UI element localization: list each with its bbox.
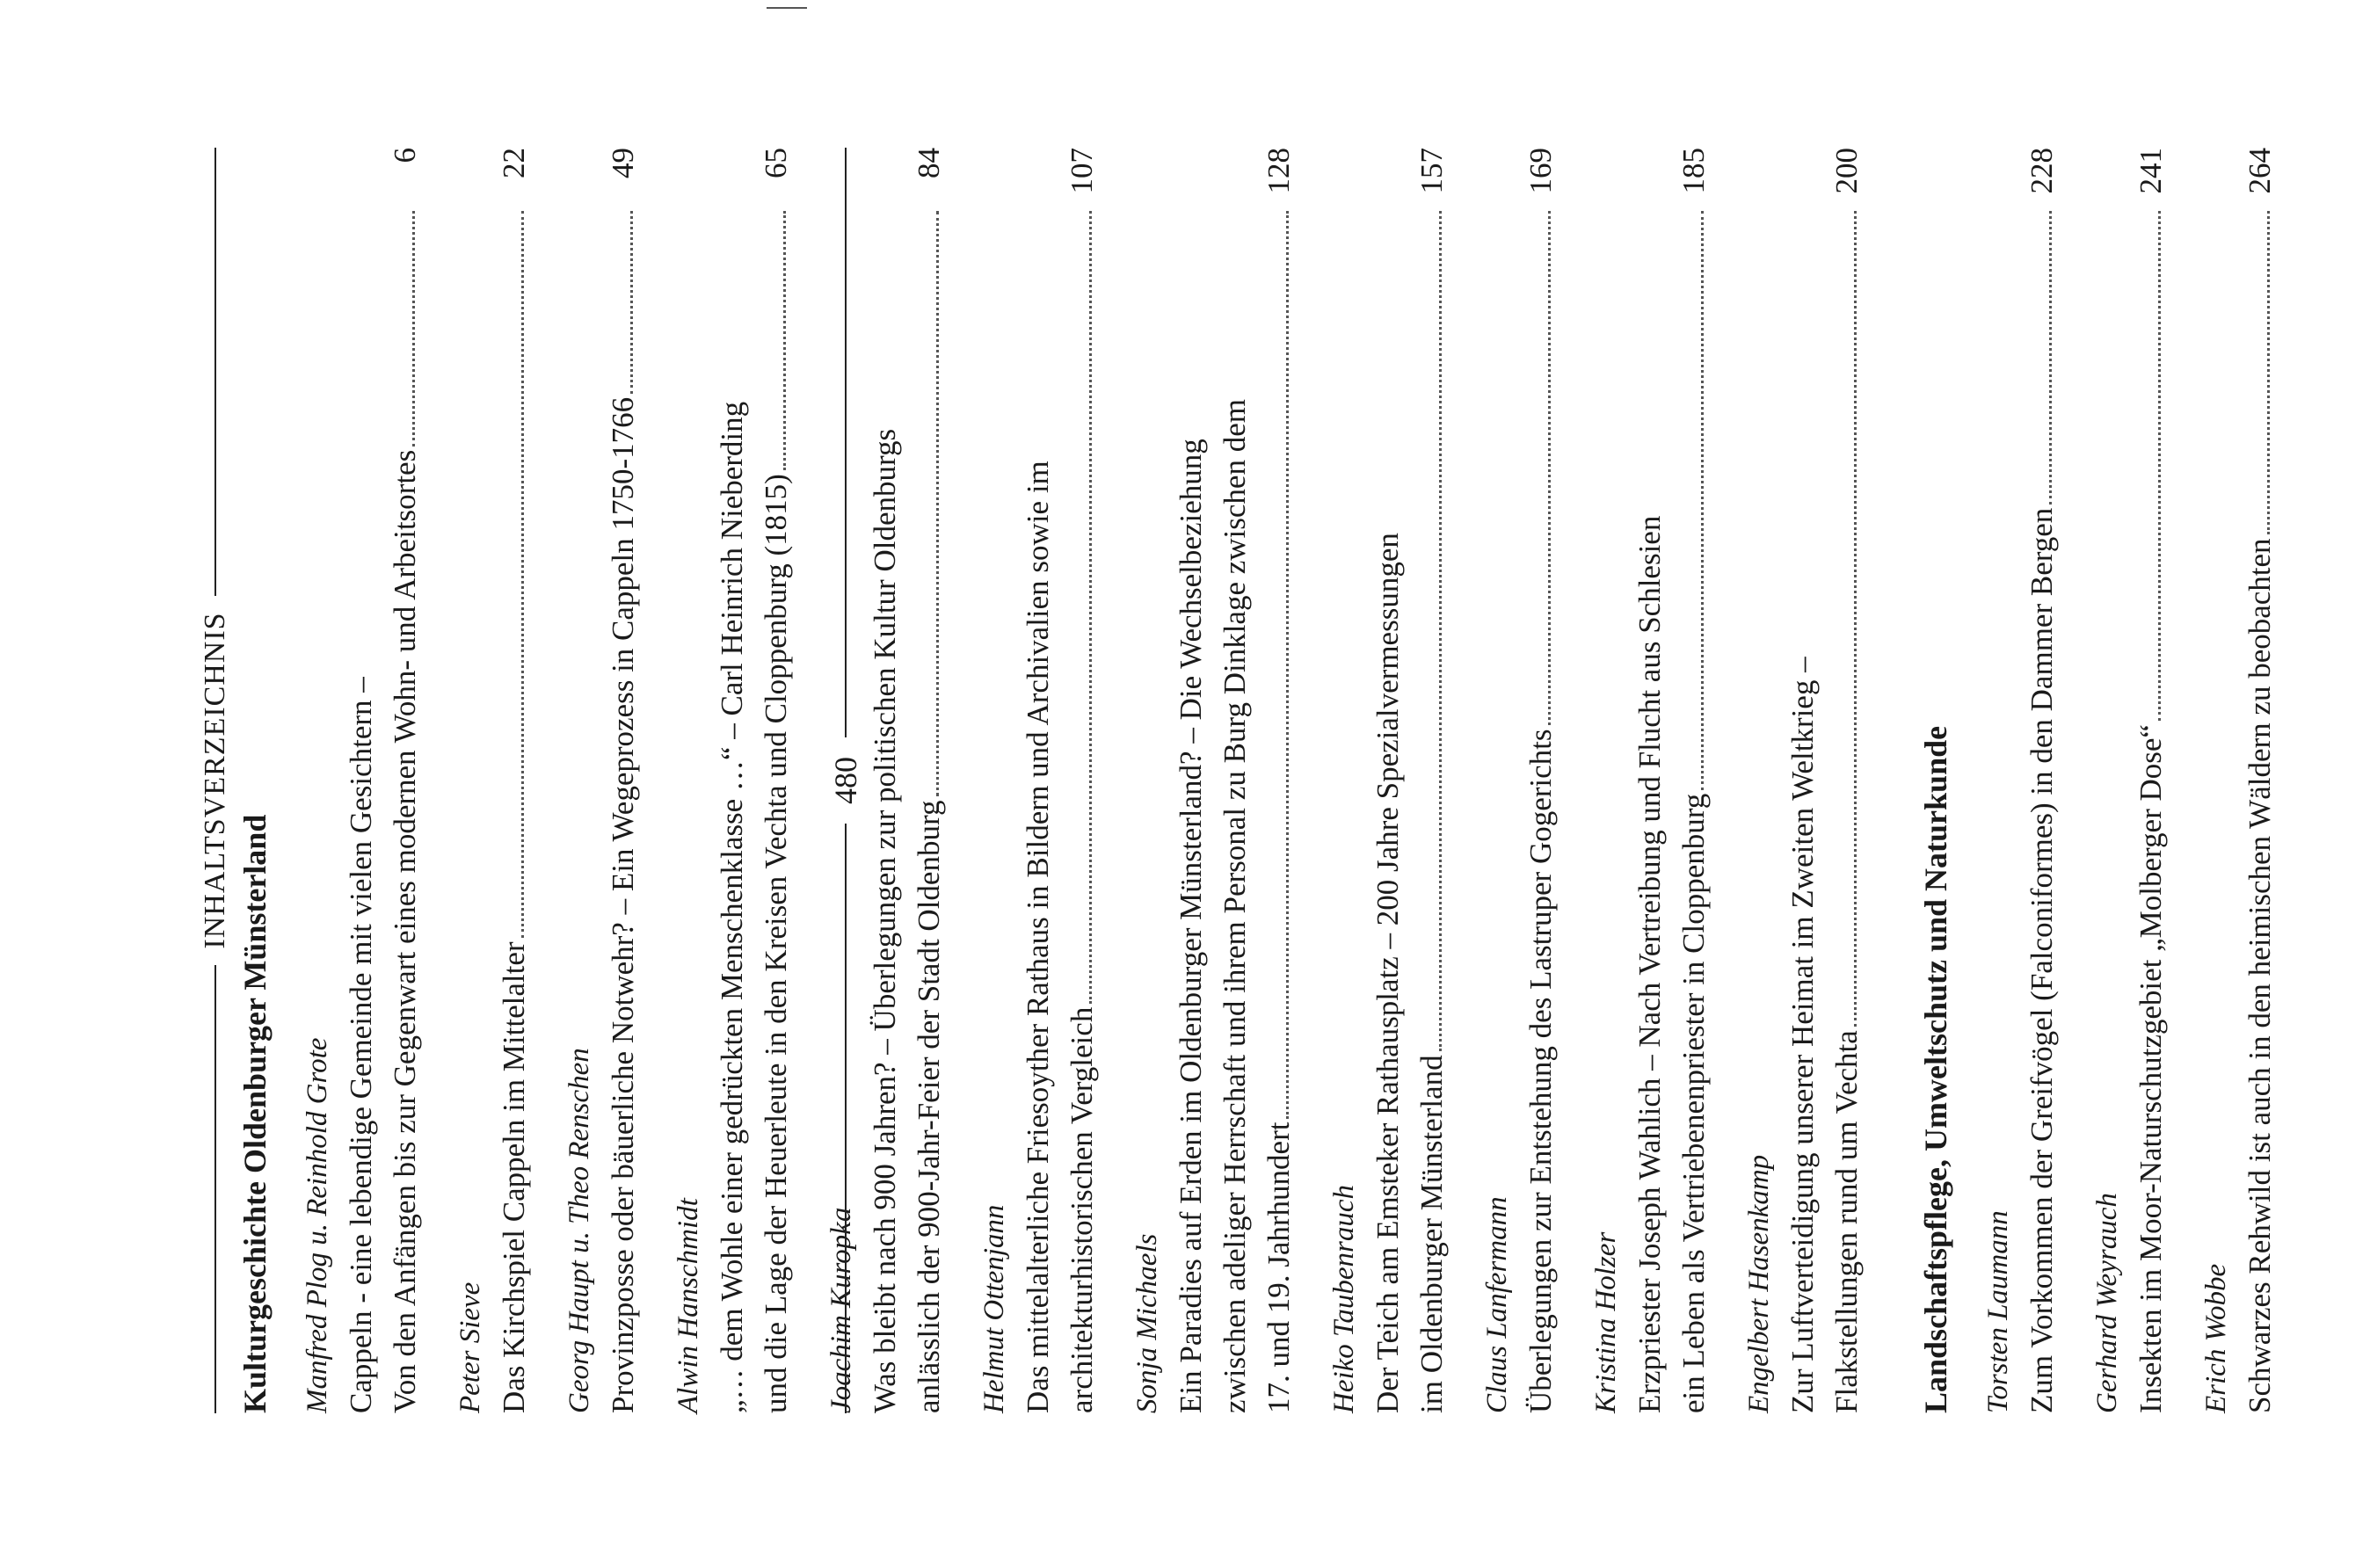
dot-leader (630, 211, 633, 394)
entry-author: Claus Lanfermann (1481, 1196, 1513, 1413)
entry-title-text: architekturhistorischen Vergleich (1065, 1006, 1099, 1413)
footer (819, 148, 872, 1413)
entry-author: Gerhard Weyrauch (2091, 1193, 2123, 1413)
dot-leader (1089, 211, 1092, 1004)
toc-entry (1322, 148, 1454, 1413)
dot-leader (783, 211, 786, 470)
dot-leader (2049, 211, 2052, 505)
entry-title-text: Zum Vorkommen der Greifvögel (Falconiformes) in den Dammer Bergen (2025, 507, 2059, 1413)
footer-rule-right (845, 148, 847, 737)
entry-title-line: zwischen adeliger Herrschaft und ihrem Personal zu Burg Dinklage zwischen dem (1218, 399, 1252, 1413)
dot-leader (1439, 211, 1442, 1051)
page-number: 480 (828, 757, 863, 804)
entry-page-number: 107 (1065, 148, 1099, 194)
entry-page-number: 6 (388, 148, 422, 163)
entry-title-last-line (907, 148, 951, 1413)
entry-author: Heiko Taubenrauch (1328, 1184, 1360, 1413)
table-of-contents (195, 148, 2282, 1413)
entry-title-last-line (1519, 148, 1563, 1413)
sections (236, 148, 2282, 1413)
entry-title-line: Erzpriester Joseph Wahlich – Nach Vertreibung und Flucht aus Schlesien (1632, 515, 1667, 1413)
toc-entry (1737, 148, 1869, 1413)
entry-title-text: und die Lage der Heuerleute in den Kreisen Vechta und Cloppenburg (1815) (759, 474, 793, 1413)
entry-title-text: ein Leben als Vertriebenenpriester in Cloppenburg (1676, 793, 1711, 1413)
entry-title-text: 17. und 19. Jahrhundert (1261, 1122, 1296, 1413)
entry-title-last-line (754, 148, 798, 1413)
entry-title-last-line (601, 148, 645, 1413)
entry-author: Manfred Plog u. Reinhold Grote (302, 1037, 333, 1413)
entry-page-number: 65 (759, 148, 793, 178)
header-rule-left (214, 965, 216, 1413)
toc-entry (557, 148, 645, 1413)
entry-title-last-line (1257, 148, 1301, 1413)
entry-title-line: „… dem Wohle einer gedrückten Menschenklasse …“ – Carl Heinrich Nieberding (715, 401, 749, 1413)
entry-page-number: 228 (2025, 148, 2059, 194)
dot-leader (1854, 211, 1857, 1027)
entry-title-text: Überlegungen zur Entstehung des Lastruper Gogerichts (1523, 729, 1558, 1413)
toc-entry (2085, 148, 2173, 1413)
section-spacer (1869, 148, 1916, 1413)
toc-entry (295, 148, 427, 1413)
entry-author: Engelbert Hasenkamp (1743, 1154, 1775, 1413)
entry-title-last-line (2129, 148, 2173, 1413)
entry-author: Helmut Ottenjann (978, 1204, 1010, 1413)
entry-title-last-line (1825, 148, 1869, 1413)
entry-author: Sonja Michaels (1131, 1233, 1163, 1413)
entry-title-last-line (2020, 148, 2064, 1413)
section-heading: Landschaftspflege, Umweltschutz und Naturkunde (1918, 725, 1953, 1413)
toc-entry (2194, 148, 2282, 1413)
toc-section (236, 148, 1869, 1413)
entry-title-text: im Oldenburger Münsterland (1414, 1055, 1449, 1413)
page-title: INHALTSVERZEICHNIS (199, 612, 231, 949)
entry-page-number: 49 (606, 148, 640, 178)
entry-author: Torsten Laumann (1982, 1210, 2014, 1413)
header (195, 148, 236, 1413)
entry-title-text: Schwarzes Rehwild ist auch in den heimischen Wäldern zu beobachten (2243, 538, 2277, 1413)
entry-title-line: Das mittelalterliche Friesoyther Rathaus in Bildern und Archivalien sowie im (1021, 461, 1055, 1413)
toc-entry (1125, 148, 1301, 1413)
entry-title-text: anlässlich der 900-Jahr-Feier der Stadt Oldenburg (912, 800, 946, 1413)
entry-page-number: 200 (1829, 148, 1864, 194)
dot-leader (521, 211, 524, 938)
entry-title-last-line (492, 148, 536, 1413)
entry-title-line: Zur Luftverteidigung unserer Heimat im Zweiten Weltkrieg – (1785, 657, 1820, 1413)
entry-title-text: Insekten im Moor-Naturschutzgebiet „Molberger Dose“ (2134, 724, 2168, 1413)
entry-title-last-line (2238, 148, 2282, 1413)
entry-author: Alwin Hanschmidt (672, 1198, 704, 1413)
dot-leader (936, 211, 939, 797)
entry-title-text: Flakstellungen rund um Vechta (1829, 1030, 1864, 1413)
entry-title-line: Der Teich am Emsteker Rathausplatz – 200 Jahre Spezialvermessungen (1370, 533, 1405, 1413)
dot-leader (2158, 211, 2161, 721)
entry-page-number: 264 (2243, 148, 2277, 194)
entry-title-last-line (1060, 148, 1104, 1413)
entry-author: Peter Sieve (454, 1281, 486, 1413)
entry-title-last-line (1410, 148, 1454, 1413)
dot-leader (412, 211, 415, 446)
header-rule-right (214, 148, 216, 596)
entry-title-text: Das Kirchspiel Cappeln im Mittelalter (497, 941, 531, 1413)
entry-page-number: 185 (1676, 148, 1711, 194)
entry-title-line: Ein Paradies auf Erden im Oldenburger Münsterland? – Die Wechselbeziehung (1174, 439, 1208, 1413)
footer-rule-left (845, 824, 847, 1413)
entry-title-line: Was bleibt nach 900 Jahren? – Überlegungen zur politischen Kultur Oldenburgs (868, 428, 902, 1413)
entry-page-number: 241 (2134, 148, 2168, 194)
dot-leader (1286, 211, 1289, 1119)
toc-entry (448, 148, 536, 1413)
entry-title-line: Cappeln - eine lebendige Gemeinde mit vielen Gesichtern – (344, 677, 378, 1413)
entry-author: Joachim Kuropka (825, 1207, 857, 1413)
dot-leader (2267, 211, 2270, 534)
entry-page-number: 157 (1414, 148, 1449, 194)
entry-page-number: 128 (1261, 148, 1296, 194)
entry-author: Georg Haupt u. Theo Renschen (563, 1048, 595, 1413)
entry-title-text: Provinzposse oder bäuerliche Notwehr? – Ein Wegeprozess in Cappeln 1750-1766 (606, 396, 640, 1413)
entry-author: Erich Wobbe (2200, 1263, 2232, 1413)
toc-entry (1475, 148, 1563, 1413)
toc-entry (666, 148, 798, 1413)
toc-section (1869, 148, 2282, 1413)
section-heading: Kulturgeschichte Oldenburger Münsterland (237, 814, 273, 1413)
toc-entry (1584, 148, 1716, 1413)
entry-title-text: Von den Anfängen bis zur Gegenwart eines modernen Wohn- und Arbeitsortes (388, 449, 422, 1413)
toc-entry (1976, 148, 2064, 1413)
entry-author: Kristina Holzer (1590, 1231, 1622, 1413)
entry-page-number: 22 (497, 148, 531, 178)
entry-page-number: 169 (1523, 148, 1558, 194)
toc-entry (972, 148, 1104, 1413)
entry-page-number: 84 (912, 148, 946, 178)
entry-title-last-line (383, 148, 427, 1413)
entry-title-last-line (1672, 148, 1716, 1413)
dot-leader (1701, 211, 1704, 790)
dot-leader (1548, 211, 1551, 725)
